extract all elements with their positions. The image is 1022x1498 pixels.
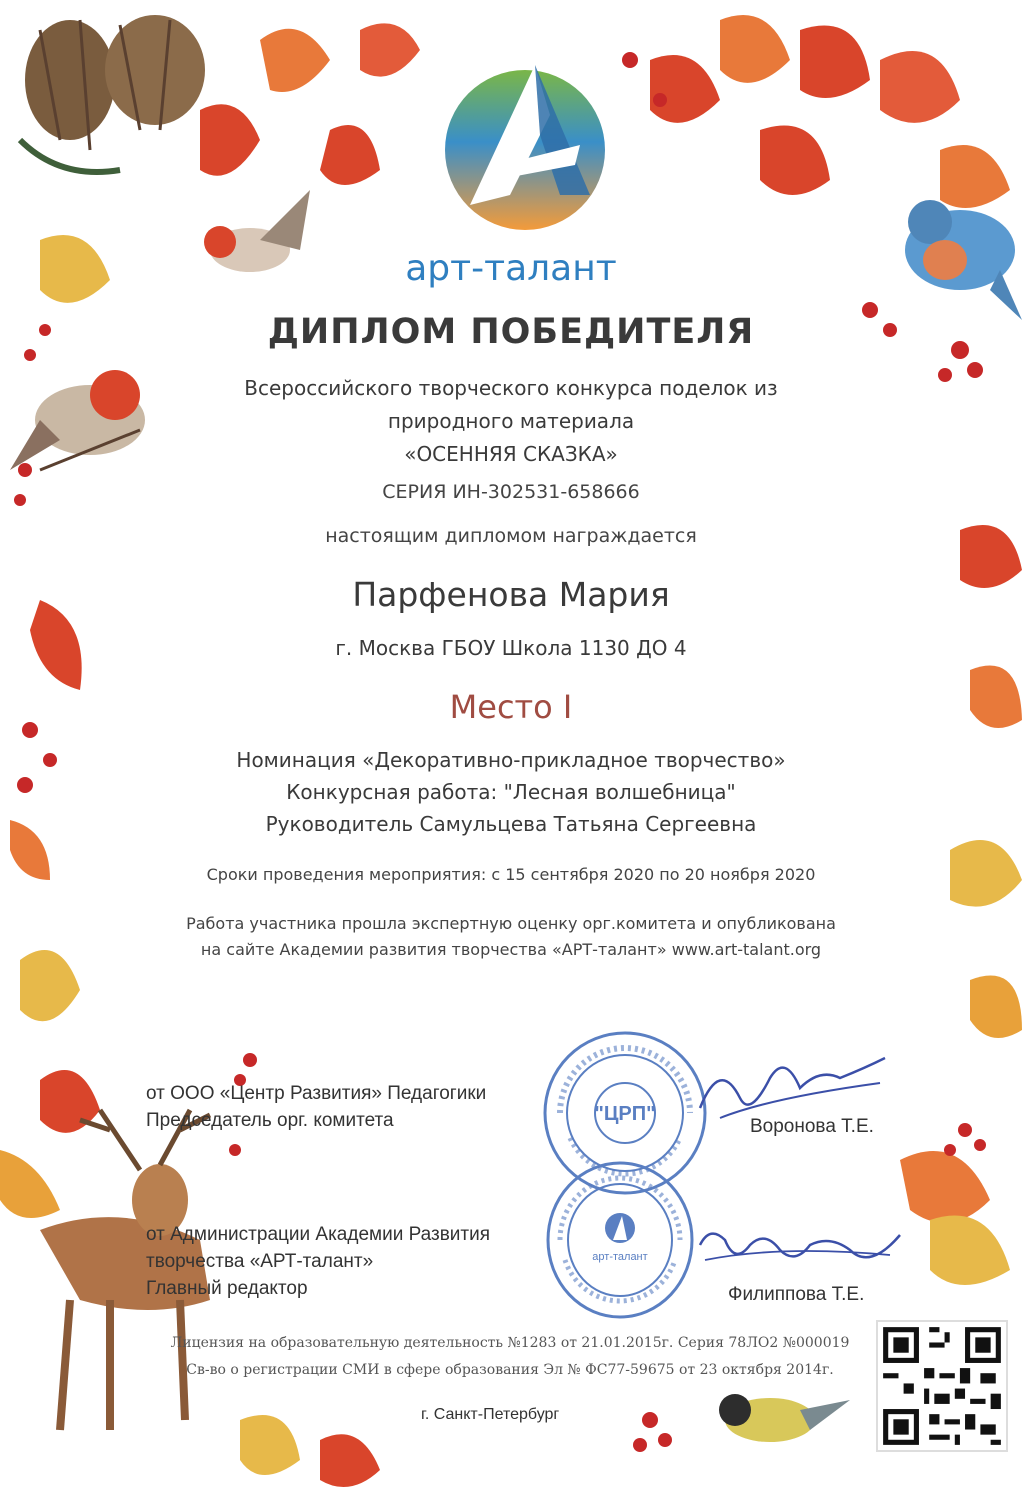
expert-line: на сайте Академии развития творчества «АРТ-талант» www.art-talant.org bbox=[200, 940, 822, 959]
series-number: СЕРИЯ ИН-302531-658666 bbox=[382, 481, 640, 503]
license-line: Лицензия на образовательную деятельность №1283 от 21.01.2015г. Серия 78ЛО2 №000019 bbox=[170, 1335, 850, 1351]
stamp-center-text: "ЦРП" bbox=[594, 1103, 656, 1125]
city: г. Санкт-Петербург bbox=[421, 1406, 560, 1423]
event-dates: Сроки проведения мероприятия: с 15 сентября 2020 по 20 ноября 2020 bbox=[206, 865, 816, 884]
signer-org: творчества «АРТ-талант» bbox=[146, 1251, 374, 1272]
awarded-text: настоящим дипломом награждается bbox=[325, 525, 697, 547]
contest-description bbox=[0, 372, 1022, 471]
signer-org: от ООО «Центр Развития» Педагогики bbox=[146, 1083, 487, 1104]
bird-icon bbox=[719, 1394, 850, 1442]
stamp-center-text: арт-талант bbox=[592, 1251, 648, 1263]
brand-logo-icon bbox=[440, 55, 610, 235]
signature-block-editor bbox=[146, 1221, 490, 1302]
recipient-school: г. Москва ГБОУ Школа 1130 ДО 4 bbox=[335, 636, 687, 660]
signer-role: Председатель орг. комитета bbox=[146, 1110, 394, 1131]
signature-icon bbox=[690, 1215, 910, 1285]
signer-role: Главный редактор bbox=[146, 1278, 308, 1299]
signature-block-organizer bbox=[146, 1080, 486, 1134]
contest-line: природного материала bbox=[387, 409, 635, 433]
place-award: Место I bbox=[449, 688, 573, 726]
competition-work: Конкурсная работа: "Лесная волшебница" bbox=[286, 780, 736, 804]
registration-line: Св-во о регистрации СМИ в сфере образования Эл № ФС77-59675 от 23 октября 2014г. bbox=[186, 1362, 834, 1378]
recipient-name: Парфенова Мария bbox=[352, 575, 670, 614]
expert-review-note bbox=[0, 911, 1022, 963]
expert-line: Работа участника прошла экспертную оценку орг.комитета и опубликована bbox=[186, 914, 836, 933]
signer-name: Филиппова Т.Е. bbox=[728, 1284, 865, 1305]
brand-name: арт-талант bbox=[405, 248, 617, 289]
art-talant-stamp-icon bbox=[545, 1160, 695, 1320]
contest-line: Всероссийского творческого конкурса поделок из bbox=[244, 376, 778, 400]
supervisor: Руководитель Самульцева Татьяна Сергеевна bbox=[265, 812, 757, 836]
contest-name: «ОСЕННЯЯ СКАЗКА» bbox=[404, 442, 618, 466]
nomination: Номинация «Декоративно-прикладное творчество» bbox=[236, 748, 786, 772]
signer-org: от Администрации Академии Развития bbox=[146, 1224, 491, 1245]
leaf-icon bbox=[200, 104, 260, 175]
award-details bbox=[0, 744, 1022, 840]
signer-name: Воронова Т.Е. bbox=[750, 1116, 874, 1137]
qr-code-icon[interactable] bbox=[876, 1320, 1008, 1452]
diploma-title: ДИПЛОМ ПОБЕДИТЕЛЯ bbox=[267, 312, 755, 352]
pine-cone-icon bbox=[20, 15, 205, 172]
license-info bbox=[150, 1330, 870, 1384]
